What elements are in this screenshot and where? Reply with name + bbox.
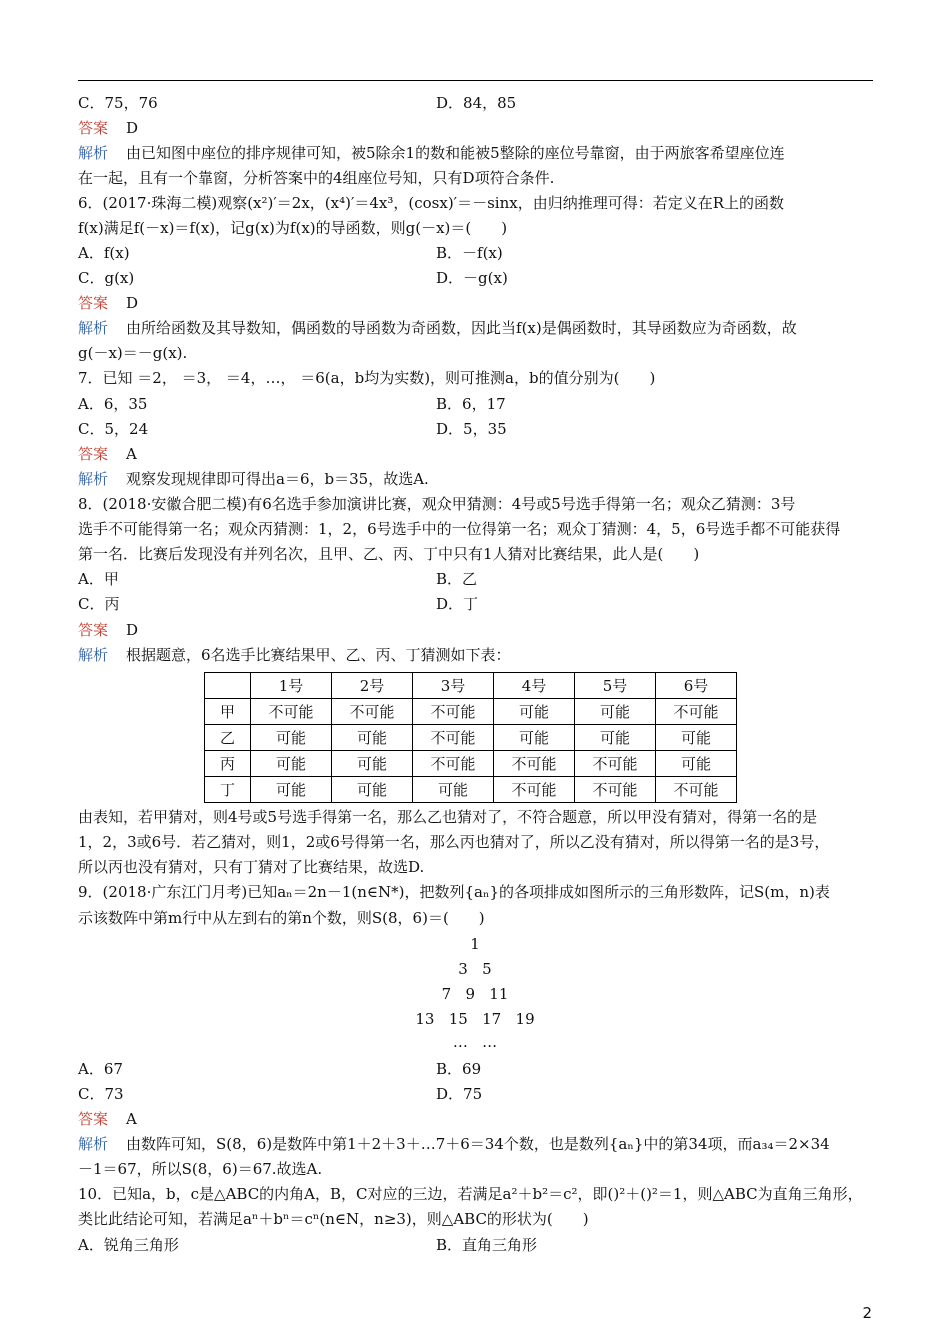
q9-answer: [78, 1109, 137, 1129]
q9-option-d: D．75: [436, 1085, 483, 1103]
triangle-row-4: 13 15 17 19: [415, 1010, 535, 1028]
analysis-text: 观察发现规律即可得出a＝6，b＝35，故选A.: [126, 470, 429, 488]
table-cell: 2号: [332, 673, 413, 699]
triangle-row-3: 7 9 11: [441, 985, 509, 1003]
analysis-text: 由数阵可知，S(8，6)是数阵中第1＋2＋3＋…7＋6＝34个数，也是数列{aₙ}中的第34项，而a₃₄＝2×34: [126, 1135, 830, 1153]
analysis-text: 由已知图中座位的排序规律可知，被5除余1的数和能被5整除的座位号靠窗，由于两旅客希望座位连: [126, 144, 785, 162]
table-header-row: [205, 673, 737, 699]
q5-answer: [78, 118, 138, 138]
q6-option-a: A．f(x): [78, 244, 130, 262]
q6-answer: [78, 293, 138, 313]
table-cell: 不可能: [656, 777, 737, 803]
table-cell: 可能: [251, 725, 332, 751]
q9-stem-line-2: 示该数阵中第m行中从左到右的第n个数，则S(8，6)＝( ): [78, 909, 485, 927]
table-cell: 不可能: [575, 751, 656, 777]
q5-analysis-line-2: 在一起，且有一个靠窗，分析答案中的4组座位号知，只有D项符合条件.: [78, 169, 555, 187]
q10-option-a: A．锐角三角形: [78, 1236, 179, 1254]
answer-label: 答案: [78, 294, 109, 312]
table-cell: 可能: [575, 699, 656, 725]
q8-answer: [78, 620, 138, 640]
table-cell: 不可能: [494, 751, 575, 777]
q6-option-d: D．－g(x): [436, 269, 508, 287]
answer-label: 答案: [78, 621, 109, 639]
answer-value: A: [126, 445, 137, 463]
q5-option-c: C．75，76: [78, 94, 158, 112]
answer-value: A: [126, 1110, 137, 1128]
answer-value: D: [126, 119, 139, 137]
q9-option-a: A．67: [78, 1060, 123, 1078]
table-cell: 可能: [656, 725, 737, 751]
table-cell: 可能: [251, 751, 332, 777]
q8-option-c: C．丙: [78, 595, 120, 613]
q7-option-d: D．5，35: [436, 420, 507, 438]
table-row: [205, 751, 737, 777]
table-cell: 3号: [413, 673, 494, 699]
q10-stem-line-2: 类比此结论可知，若满足aⁿ＋bⁿ＝cⁿ(n∈N，n≥3)，则△ABC的形状为( ): [78, 1210, 589, 1228]
q5-analysis-line-1: [78, 143, 785, 163]
q9-option-c: C．73: [78, 1085, 124, 1103]
q9-option-b: B．69: [436, 1060, 482, 1078]
q9-analysis-line-1: [78, 1134, 830, 1154]
table-cell: 可能: [332, 777, 413, 803]
triangle-ellipsis: … …: [452, 1033, 498, 1051]
table-row: [205, 777, 737, 803]
q5-option-d: D．84，85: [436, 94, 517, 112]
table-cell: 可能: [413, 777, 494, 803]
table-cell: 不可能: [575, 777, 656, 803]
table-cell: 6号: [656, 673, 737, 699]
table-cell: 可能: [575, 725, 656, 751]
table-cell: 不可能: [332, 699, 413, 725]
answer-value: D: [126, 621, 139, 639]
table-cell: [205, 673, 251, 699]
table-cell: 不可能: [656, 699, 737, 725]
q8-option-d: D．丁: [436, 595, 479, 613]
page-number: 2: [862, 1304, 872, 1322]
analysis-label: 解析: [78, 646, 109, 664]
answer-value: D: [126, 294, 139, 312]
q6-analysis-line-2: g(－x)＝－g(x).: [78, 344, 188, 362]
q9-stem-line-1: 9．(2018·广东江门月考)已知aₙ＝2n－1(n∈N*)，把数列{aₙ}的各项排成如图所示的三角形数阵，记S(m，n)表: [78, 883, 830, 901]
q9-analysis-line-2: －1＝67，所以S(8，6)＝67.故选A.: [78, 1160, 323, 1178]
q7-stem: 7．已知 ＝2， ＝3， ＝4，…， ＝6(a，b均为实数)，则可推测a，b的值分别为( ): [78, 369, 656, 387]
q6-stem-line-1: 6．(2017·珠海二模)观察(x²)′＝2x，(x⁴)′＝4x³，(cosx)′＝－sinx，由归纳推理可得：若定义在R上的函数: [78, 194, 784, 212]
answer-label: 答案: [78, 1110, 109, 1128]
triangle-row-1: 1: [470, 935, 480, 953]
table-cell: 4号: [494, 673, 575, 699]
analysis-text: 由所给函数及其导数知，偶函数的导函数为奇函数，因此当f(x)是偶函数时，其导函数应为奇函数，故: [126, 319, 797, 337]
q6-option-b: B．－f(x): [436, 244, 503, 262]
q10-option-b: B．直角三角形: [436, 1236, 538, 1254]
q8-option-b: B．乙: [436, 570, 478, 588]
table-cell: 可能: [332, 725, 413, 751]
q7-option-a: A．6，35: [78, 395, 148, 413]
answer-label: 答案: [78, 445, 109, 463]
table-cell: 甲: [205, 699, 251, 725]
q6-analysis-line-1: [78, 318, 797, 338]
analysis-label: 解析: [78, 470, 109, 488]
q8-analysis: [78, 645, 511, 665]
q8-conclusion-line-2: 1，2，3或6号．若乙猜对，则1，2或6号得第一名，那么丙也猜对了，所以乙没有猜对，所以得第一名的是3号，: [78, 833, 830, 851]
analysis-label: 解析: [78, 144, 109, 162]
table-cell: 1号: [251, 673, 332, 699]
q6-stem-line-2: f(x)满足f(－x)＝f(x)，记g(x)为f(x)的导函数，则g(－x)＝( ): [78, 219, 508, 237]
q8-stem-line-1: 8．(2018·安徽合肥二模)有6名选手参加演讲比赛，观众甲猜测：4号或5号选手得第一名；观众乙猜测：3号: [78, 495, 796, 513]
table-cell: 不可能: [251, 699, 332, 725]
table-cell: 不可能: [494, 777, 575, 803]
q7-analysis: [78, 469, 429, 489]
guess-table: [204, 672, 737, 803]
q8-conclusion-line-3: 所以丙也没有猜对，只有丁猜对了比赛结果，故选D.: [78, 858, 425, 876]
table-cell: 可能: [251, 777, 332, 803]
q7-option-c: C．5，24: [78, 420, 149, 438]
q10-stem-line-1: 10．已知a，b，c是△ABC的内角A，B，C对应的三边，若满足a²＋b²＝c²，即()²＋()²＝1，则△ABC为直角三角形，: [78, 1185, 863, 1203]
table-cell: 丁: [205, 777, 251, 803]
q7-answer: [78, 444, 137, 464]
table-cell: 乙: [205, 725, 251, 751]
table-row: [205, 699, 737, 725]
table-cell: 不可能: [413, 699, 494, 725]
table-cell: 丙: [205, 751, 251, 777]
triangle-row-2: 3 5: [458, 960, 492, 978]
answer-label: 答案: [78, 119, 109, 137]
q8-conclusion-line-1: 由表知，若甲猜对，则4号或5号选手得第一名，那么乙也猜对了，不符合题意，所以甲没有猜对，得第一名的是: [78, 808, 818, 826]
table-cell: 5号: [575, 673, 656, 699]
header-rule: [78, 80, 873, 81]
q8-stem-line-2: 选手不可能得第一名；观众丙猜测：1，2，6号选手中的一位得第一名；观众丁猜测：4，5，6号选手都不可能获得: [78, 520, 841, 538]
q6-option-c: C．g(x): [78, 269, 135, 287]
analysis-label: 解析: [78, 1135, 109, 1153]
q7-option-b: B．6，17: [436, 395, 506, 413]
table-cell: 不可能: [413, 751, 494, 777]
table-cell: 可能: [656, 751, 737, 777]
analysis-text: 根据题意，6名选手比赛结果甲、乙、丙、丁猜测如下表：: [126, 646, 511, 664]
table-cell: 可能: [494, 699, 575, 725]
q8-stem-line-3: 第一名．比赛后发现没有并列名次，且甲、乙、丙、丁中只有1人猜对比赛结果，此人是( ): [78, 545, 700, 563]
q8-option-a: A．甲: [78, 570, 119, 588]
table-cell: 可能: [494, 725, 575, 751]
analysis-label: 解析: [78, 319, 109, 337]
table-cell: 可能: [332, 751, 413, 777]
table-row: [205, 725, 737, 751]
table-cell: 不可能: [413, 725, 494, 751]
